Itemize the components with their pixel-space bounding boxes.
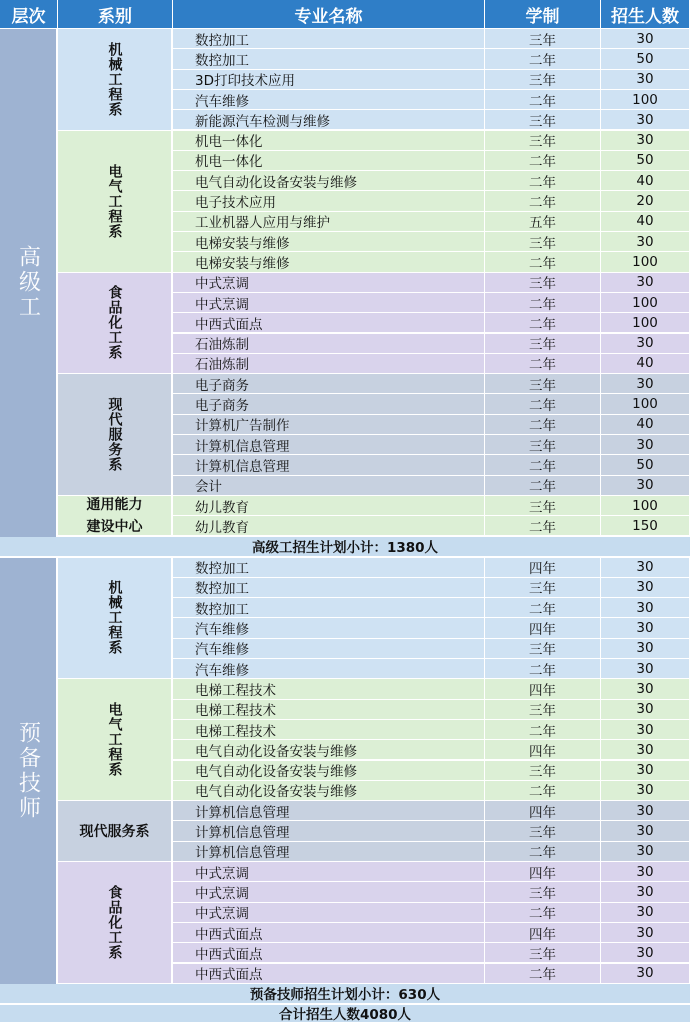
- duration-cell: 四年: [485, 558, 601, 578]
- major-name-cell: 中式烹调: [173, 293, 485, 313]
- enrollment-cell: 30: [601, 131, 690, 151]
- enrollment-cell: 30: [601, 639, 690, 659]
- duration-cell: 二年: [485, 171, 601, 191]
- department-cell: [58, 496, 173, 537]
- duration-cell: 三年: [485, 761, 601, 781]
- duration-cell: 三年: [485, 639, 601, 659]
- duration-cell: 三年: [485, 232, 601, 252]
- enrollment-cell: 30: [601, 679, 690, 699]
- department-cell: 食品化工系: [58, 273, 173, 375]
- duration-cell: 四年: [485, 801, 601, 821]
- enrollment-cell: 30: [601, 862, 690, 882]
- header-level: 层次: [0, 0, 58, 28]
- duration-cell: 二年: [485, 394, 601, 414]
- major-name-cell: 电子商务: [173, 394, 485, 414]
- enrollment-cell: 30: [601, 740, 690, 760]
- duration-cell: 二年: [485, 151, 601, 171]
- major-name-cell: 电梯工程技术: [173, 720, 485, 740]
- duration-cell: 三年: [485, 273, 601, 293]
- enrollment-cell: 30: [601, 374, 690, 394]
- level-cell: 预备技师: [0, 558, 58, 984]
- enrollment-cell: 30: [601, 761, 690, 781]
- duration-cell: 四年: [485, 679, 601, 699]
- major-name-cell: 机电一体化: [173, 131, 485, 151]
- duration-cell: 二年: [485, 293, 601, 313]
- duration-cell: 四年: [485, 923, 601, 943]
- enrollment-cell: 30: [601, 943, 690, 963]
- department-cell: 现代服务系: [58, 801, 173, 862]
- major-name-cell: 新能源汽车检测与维修: [173, 110, 485, 130]
- enrollment-cell: 30: [601, 578, 690, 598]
- enrollment-cell: 50: [601, 49, 690, 69]
- major-name-cell: 中西式面点: [173, 313, 485, 333]
- duration-cell: 三年: [485, 578, 601, 598]
- enrollment-cell: 50: [601, 151, 690, 171]
- enrollment-cell: 30: [601, 558, 690, 578]
- duration-cell: 三年: [485, 70, 601, 90]
- major-name-cell: 数控加工: [173, 578, 485, 598]
- department-cell: 电气工程系: [58, 131, 173, 273]
- major-name-cell: 计算机信息管理: [173, 435, 485, 455]
- enrollment-cell: 30: [601, 476, 690, 496]
- enrollment-cell: 20: [601, 191, 690, 211]
- major-name-cell: 石油炼制: [173, 354, 485, 374]
- header-enrollment: 招生人数: [601, 0, 690, 28]
- major-name-cell: 计算机信息管理: [173, 455, 485, 475]
- duration-cell: 二年: [485, 659, 601, 679]
- duration-cell: 二年: [485, 842, 601, 862]
- duration-cell: 二年: [485, 415, 601, 435]
- duration-cell: 三年: [485, 821, 601, 841]
- duration-cell: 二年: [485, 252, 601, 272]
- subtotal-row: 预备技师招生计划小计：630人: [0, 984, 690, 1005]
- enrollment-cell: 30: [601, 232, 690, 252]
- duration-cell: 三年: [485, 435, 601, 455]
- major-name-cell: 机电一体化: [173, 151, 485, 171]
- enrollment-cell: 100: [601, 252, 690, 272]
- major-name-cell: 电气自动化设备安装与维修: [173, 761, 485, 781]
- enrollment-cell: 30: [601, 801, 690, 821]
- duration-cell: 二年: [485, 354, 601, 374]
- major-name-cell: 中式烹调: [173, 903, 485, 923]
- duration-cell: 二年: [485, 516, 601, 536]
- enrollment-cell: 30: [601, 781, 690, 801]
- enrollment-cell: 30: [601, 29, 690, 49]
- major-name-cell: 中式烹调: [173, 273, 485, 293]
- major-name-cell: 数控加工: [173, 49, 485, 69]
- enrollment-cell: 30: [601, 70, 690, 90]
- enrollment-cell: 150: [601, 516, 690, 536]
- major-name-cell: 中式烹调: [173, 882, 485, 902]
- department-cell: 食品化工系: [58, 862, 173, 984]
- duration-cell: 三年: [485, 700, 601, 720]
- major-name-cell: 计算机信息管理: [173, 842, 485, 862]
- duration-cell: 三年: [485, 882, 601, 902]
- enrollment-cell: 40: [601, 354, 690, 374]
- level-cell: 高级工: [0, 29, 58, 537]
- enrollment-cell: 30: [601, 842, 690, 862]
- duration-cell: 二年: [485, 313, 601, 333]
- duration-cell: 四年: [485, 618, 601, 638]
- major-name-cell: 中西式面点: [173, 943, 485, 963]
- major-name-cell: 计算机信息管理: [173, 801, 485, 821]
- enrollment-cell: 100: [601, 496, 690, 516]
- major-name-cell: 3D打印技术应用: [173, 70, 485, 90]
- major-name-cell: 会计: [173, 476, 485, 496]
- department-cell: 机械工程系: [58, 558, 173, 680]
- major-name-cell: 计算机广告制作: [173, 415, 485, 435]
- duration-cell: 二年: [485, 90, 601, 110]
- major-name-cell: 电梯安装与维修: [173, 252, 485, 272]
- major-name-cell: 幼儿教育: [173, 516, 485, 536]
- grand-total-row: 合计招生人数4080人: [0, 1005, 690, 1022]
- duration-cell: 三年: [485, 943, 601, 963]
- duration-cell: 三年: [485, 110, 601, 130]
- department-cell: 机械工程系: [58, 29, 173, 131]
- enrollment-cell: 100: [601, 394, 690, 414]
- major-name-cell: 中西式面点: [173, 964, 485, 984]
- duration-cell: 四年: [485, 740, 601, 760]
- major-name-cell: 石油炼制: [173, 334, 485, 354]
- enrollment-cell: 50: [601, 455, 690, 475]
- major-name-cell: 电梯工程技术: [173, 700, 485, 720]
- duration-cell: 三年: [485, 374, 601, 394]
- department-name-line: 建设中心: [86, 518, 143, 535]
- duration-cell: 三年: [485, 334, 601, 354]
- duration-cell: 二年: [485, 455, 601, 475]
- enrollment-cell: 30: [601, 110, 690, 130]
- department-cell: 现代服务系: [58, 374, 173, 496]
- major-name-cell: 幼儿教育: [173, 496, 485, 516]
- major-name-cell: 电气自动化设备安装与维修: [173, 781, 485, 801]
- duration-cell: 三年: [485, 131, 601, 151]
- duration-cell: 四年: [485, 862, 601, 882]
- header-major: 专业名称: [173, 0, 485, 28]
- enrollment-cell: 40: [601, 171, 690, 191]
- duration-cell: 二年: [485, 49, 601, 69]
- department-cell: 电气工程系: [58, 679, 173, 801]
- enrollment-cell: 30: [601, 821, 690, 841]
- header-duration: 学制: [485, 0, 601, 28]
- enrollment-cell: 100: [601, 293, 690, 313]
- duration-cell: 二年: [485, 598, 601, 618]
- major-name-cell: 汽车维修: [173, 639, 485, 659]
- enrollment-cell: 30: [601, 435, 690, 455]
- enrollment-cell: 30: [601, 720, 690, 740]
- header-department: 系别: [58, 0, 173, 28]
- major-name-cell: 汽车维修: [173, 618, 485, 638]
- major-name-cell: 数控加工: [173, 598, 485, 618]
- duration-cell: 二年: [485, 720, 601, 740]
- enrollment-cell: 30: [601, 598, 690, 618]
- major-name-cell: 电气自动化设备安装与维修: [173, 740, 485, 760]
- major-name-cell: 电子技术应用: [173, 191, 485, 211]
- major-name-cell: 汽车维修: [173, 90, 485, 110]
- duration-cell: 二年: [485, 903, 601, 923]
- duration-cell: 二年: [485, 964, 601, 984]
- major-name-cell: 中式烹调: [173, 862, 485, 882]
- major-name-cell: 中西式面点: [173, 923, 485, 943]
- major-name-cell: 数控加工: [173, 558, 485, 578]
- enrollment-cell: 100: [601, 313, 690, 333]
- subtotal-row: 高级工招生计划小计：1380人: [0, 537, 690, 558]
- enrollment-cell: 40: [601, 212, 690, 232]
- duration-cell: 三年: [485, 496, 601, 516]
- major-name-cell: 汽车维修: [173, 659, 485, 679]
- major-name-cell: 电子商务: [173, 374, 485, 394]
- enrollment-cell: 30: [601, 903, 690, 923]
- department-name-line: 通用能力: [86, 496, 143, 513]
- enrollment-cell: 30: [601, 882, 690, 902]
- enrollment-cell: 30: [601, 923, 690, 943]
- duration-cell: 二年: [485, 191, 601, 211]
- enrollment-cell: 30: [601, 964, 690, 984]
- major-name-cell: 数控加工: [173, 29, 485, 49]
- enrollment-cell: 30: [601, 659, 690, 679]
- major-name-cell: 电气自动化设备安装与维修: [173, 171, 485, 191]
- major-name-cell: 电梯工程技术: [173, 679, 485, 699]
- major-name-cell: 工业机器人应用与维护: [173, 212, 485, 232]
- enrollment-cell: 100: [601, 90, 690, 110]
- major-name-cell: 计算机信息管理: [173, 821, 485, 841]
- major-name-cell: 电梯安装与维修: [173, 232, 485, 252]
- duration-cell: 二年: [485, 476, 601, 496]
- enrollment-cell: 30: [601, 334, 690, 354]
- duration-cell: 五年: [485, 212, 601, 232]
- enrollment-cell: 40: [601, 415, 690, 435]
- enrollment-cell: 30: [601, 273, 690, 293]
- duration-cell: 二年: [485, 781, 601, 801]
- enrollment-cell: 30: [601, 700, 690, 720]
- enrollment-cell: 30: [601, 618, 690, 638]
- duration-cell: 三年: [485, 29, 601, 49]
